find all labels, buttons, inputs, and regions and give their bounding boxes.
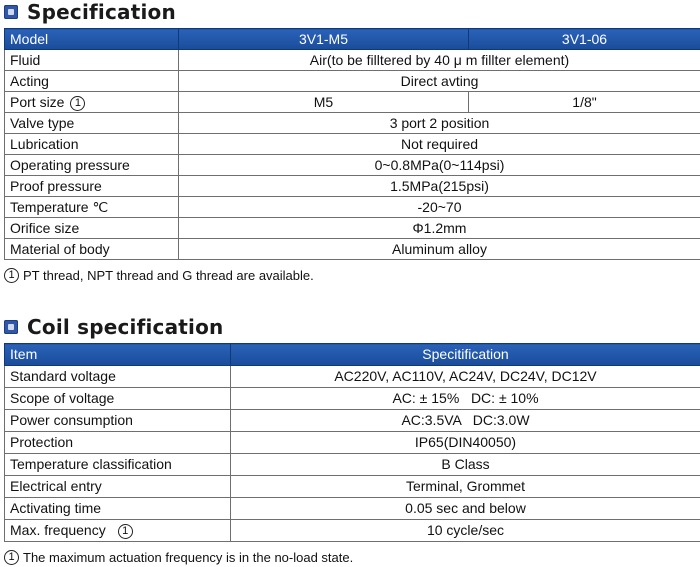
row-value: Air(to be filltered by 40 μ m fillter element) [179,50,700,71]
coil-section-title [4,315,224,339]
table-row [5,50,700,71]
row-value: Φ1.2mm [179,218,700,239]
row-label: Material of body [5,239,179,260]
row-label: Lubrication [5,134,179,155]
row-value: Aluminum alloy [179,239,700,260]
row-label: Acting [5,71,179,92]
table-row [5,176,700,197]
table-row [5,498,700,520]
row-value-col1: M5 [179,92,469,113]
table-row [5,113,700,134]
row-value: Terminal, Grommet [231,476,700,498]
spec-footnote-text: PT thread, NPT thread and G thread are available. [23,268,314,283]
row-value: 0.05 sec and below [231,498,700,520]
footnote-marker-icon: 1 [4,550,19,565]
table-row [5,134,700,155]
row-label: Activating time [5,498,231,520]
coil-header-value: Specitification [231,344,700,366]
table-row [5,239,700,260]
row-value: AC:3.5VA DC:3.0W [231,410,700,432]
row-label: Temperature ℃ [5,197,179,218]
row-label: Fluid [5,50,179,71]
spec-table [4,28,700,260]
table-row [5,476,700,498]
row-label: Valve type [5,113,179,134]
coil-header-label: Item [5,344,231,366]
spec-header-col2: 3V1-06 [469,29,700,50]
spec-header-col1: 3V1-M5 [179,29,469,50]
row-label: Temperature classification [5,454,231,476]
square-bullet-icon [4,5,18,19]
row-label: Protection [5,432,231,454]
footnote-marker-icon: 1 [4,268,19,283]
row-label-cell [5,92,179,113]
spec-header-label: Model [5,29,179,50]
table-row [5,71,700,92]
row-value: B Class [231,454,700,476]
spec-footnote [4,268,314,283]
row-label: Port size [10,94,65,110]
table-row [5,197,700,218]
table-row [5,520,700,542]
row-value: AC: ± 15% DC: ± 10% [231,388,700,410]
spec-section-title [4,0,176,24]
row-value: Direct avting [179,71,700,92]
row-label: Standard voltage [5,366,231,388]
table-row [5,92,700,113]
table-row [5,155,700,176]
coil-footnote-text: The maximum actuation frequency is in the no-load state. [23,550,354,565]
row-label: Electrical entry [5,476,231,498]
row-value: -20~70 [179,197,700,218]
footnote-marker-icon: 1 [70,96,85,111]
coil-table [4,343,700,542]
row-label: Proof pressure [5,176,179,197]
table-row [5,410,700,432]
row-value-col2: 1/8" [469,92,700,113]
row-label: Operating pressure [5,155,179,176]
row-label: Power consumption [5,410,231,432]
table-row [5,388,700,410]
table-row [5,366,700,388]
row-value: 1.5MPa(215psi) [179,176,700,197]
row-value: 10 cycle/sec [231,520,700,542]
square-bullet-icon [4,320,18,334]
coil-header-row [5,344,700,366]
table-row [5,454,700,476]
footnote-marker-icon: 1 [118,524,133,539]
row-label: Scope of voltage [5,388,231,410]
row-value: IP65(DIN40050) [231,432,700,454]
row-label: Max. frequency [10,522,106,538]
row-label: Orifice size [5,218,179,239]
row-value: 3 port 2 position [179,113,700,134]
spec-header-row [5,29,700,50]
row-label-cell [5,520,231,542]
coil-footnote [4,550,353,565]
table-row [5,218,700,239]
row-value: Not required [179,134,700,155]
table-row [5,432,700,454]
coil-title: Coil specification [27,315,224,339]
spec-title: Specification [27,0,176,24]
row-value: AC220V, AC110V, AC24V, DC24V, DC12V [231,366,700,388]
row-value: 0~0.8MPa(0~114psi) [179,155,700,176]
